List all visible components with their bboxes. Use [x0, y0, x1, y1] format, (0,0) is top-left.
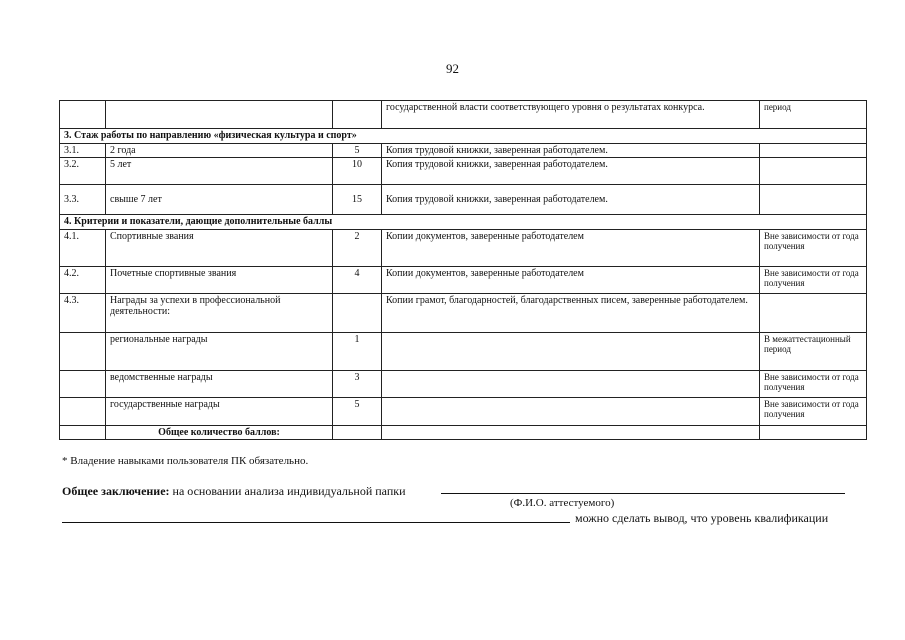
table-row — [60, 101, 867, 129]
row-note: Вне зависимости от года получения — [760, 397, 867, 425]
row-number: 4.3. — [60, 293, 106, 332]
section-row — [60, 129, 867, 144]
row-points — [333, 293, 382, 332]
section-row — [60, 215, 867, 230]
row-points: 4 — [333, 266, 382, 293]
row-criterion: Награды за успехи в профессиональной деятельности: — [106, 293, 333, 332]
row-criterion: 2 года — [106, 143, 333, 158]
row-note: Вне зависимости от года получения — [760, 370, 867, 397]
row-note — [760, 293, 867, 332]
row-number — [60, 397, 106, 425]
table-row — [60, 397, 867, 425]
total-label: Общее количество баллов: — [106, 425, 333, 440]
total-empty-cell — [760, 425, 867, 440]
row-criterion: 5 лет — [106, 158, 333, 185]
row-number: 3.2. — [60, 158, 106, 185]
row-number — [60, 101, 106, 129]
row-document — [382, 370, 760, 397]
row-number — [60, 370, 106, 397]
row-note — [760, 143, 867, 158]
row-document: Копия трудовой книжки, заверенная работодателем. — [382, 143, 760, 158]
row-number — [60, 332, 106, 370]
table-row — [60, 332, 867, 370]
row-points: 5 — [333, 143, 382, 158]
table-row — [60, 266, 867, 293]
row-document: Копия трудовой книжки, заверенная работодателем. — [382, 185, 760, 215]
section-heading: 3. Стаж работы по направлению «физическая культура и спорт» — [60, 129, 867, 144]
row-points: 1 — [333, 332, 382, 370]
fio-blank-line — [441, 493, 845, 494]
row-number: 4.1. — [60, 229, 106, 266]
table-row — [60, 370, 867, 397]
row-note — [760, 158, 867, 185]
row-criterion: ведомственные награды — [106, 370, 333, 397]
row-criterion: Спортивные звания — [106, 229, 333, 266]
criteria-table — [59, 100, 867, 440]
table-row — [60, 229, 867, 266]
row-note: В межаттестационный период — [760, 332, 867, 370]
total-empty-cell — [60, 425, 106, 440]
row-criterion: свыше 7 лет — [106, 185, 333, 215]
conclusion-text: на основании анализа индивидуальной папки — [169, 484, 406, 498]
row-document — [382, 397, 760, 425]
row-number: 3.1. — [60, 143, 106, 158]
row-note — [760, 185, 867, 215]
blank-line — [62, 522, 570, 523]
row-points: 10 — [333, 158, 382, 185]
fio-caption: (Ф.И.О. аттестуемого) — [510, 497, 615, 509]
row-number: 3.3. — [60, 185, 106, 215]
row-note: Вне зависимости от года получения — [760, 229, 867, 266]
row-points: 15 — [333, 185, 382, 215]
footnote: * Владение навыками пользователя ПК обязательно. — [62, 455, 309, 467]
row-criterion: государственные награды — [106, 397, 333, 425]
row-note: период — [760, 101, 867, 129]
table-row — [60, 293, 867, 332]
section-heading: 4. Критерии и показатели, дающие дополнительные баллы — [60, 215, 867, 230]
row-document: государственной власти соответствующего уровня о результатах конкурса. — [382, 101, 760, 129]
total-empty-cell — [382, 425, 760, 440]
row-criterion — [106, 101, 333, 129]
total-points-cell — [333, 425, 382, 440]
page-number: 92 — [446, 61, 459, 76]
table-row — [60, 185, 867, 215]
table-row — [60, 158, 867, 185]
row-note: Вне зависимости от года получения — [760, 266, 867, 293]
table-row — [60, 143, 867, 158]
conclusion-tail: можно сделать вывод, что уровень квалификации — [575, 511, 829, 525]
total-row — [60, 425, 867, 440]
row-points: 5 — [333, 397, 382, 425]
row-points — [333, 101, 382, 129]
row-document — [382, 332, 760, 370]
conclusion-line — [62, 484, 862, 499]
row-points: 2 — [333, 229, 382, 266]
row-criterion: региональные награды — [106, 332, 333, 370]
row-document: Копии документов, заверенные работодателем — [382, 266, 760, 293]
row-points: 3 — [333, 370, 382, 397]
row-document: Копии документов, заверенные работодателем — [382, 229, 760, 266]
row-number: 4.2. — [60, 266, 106, 293]
conclusion-label: Общее заключение: — [62, 484, 170, 498]
row-criterion: Почетные спортивные звания — [106, 266, 333, 293]
row-document: Копии грамот, благодарностей, благодарственных писем, заверенные работодателем. — [382, 293, 760, 332]
row-document: Копия трудовой книжки, заверенная работодателем. — [382, 158, 760, 185]
